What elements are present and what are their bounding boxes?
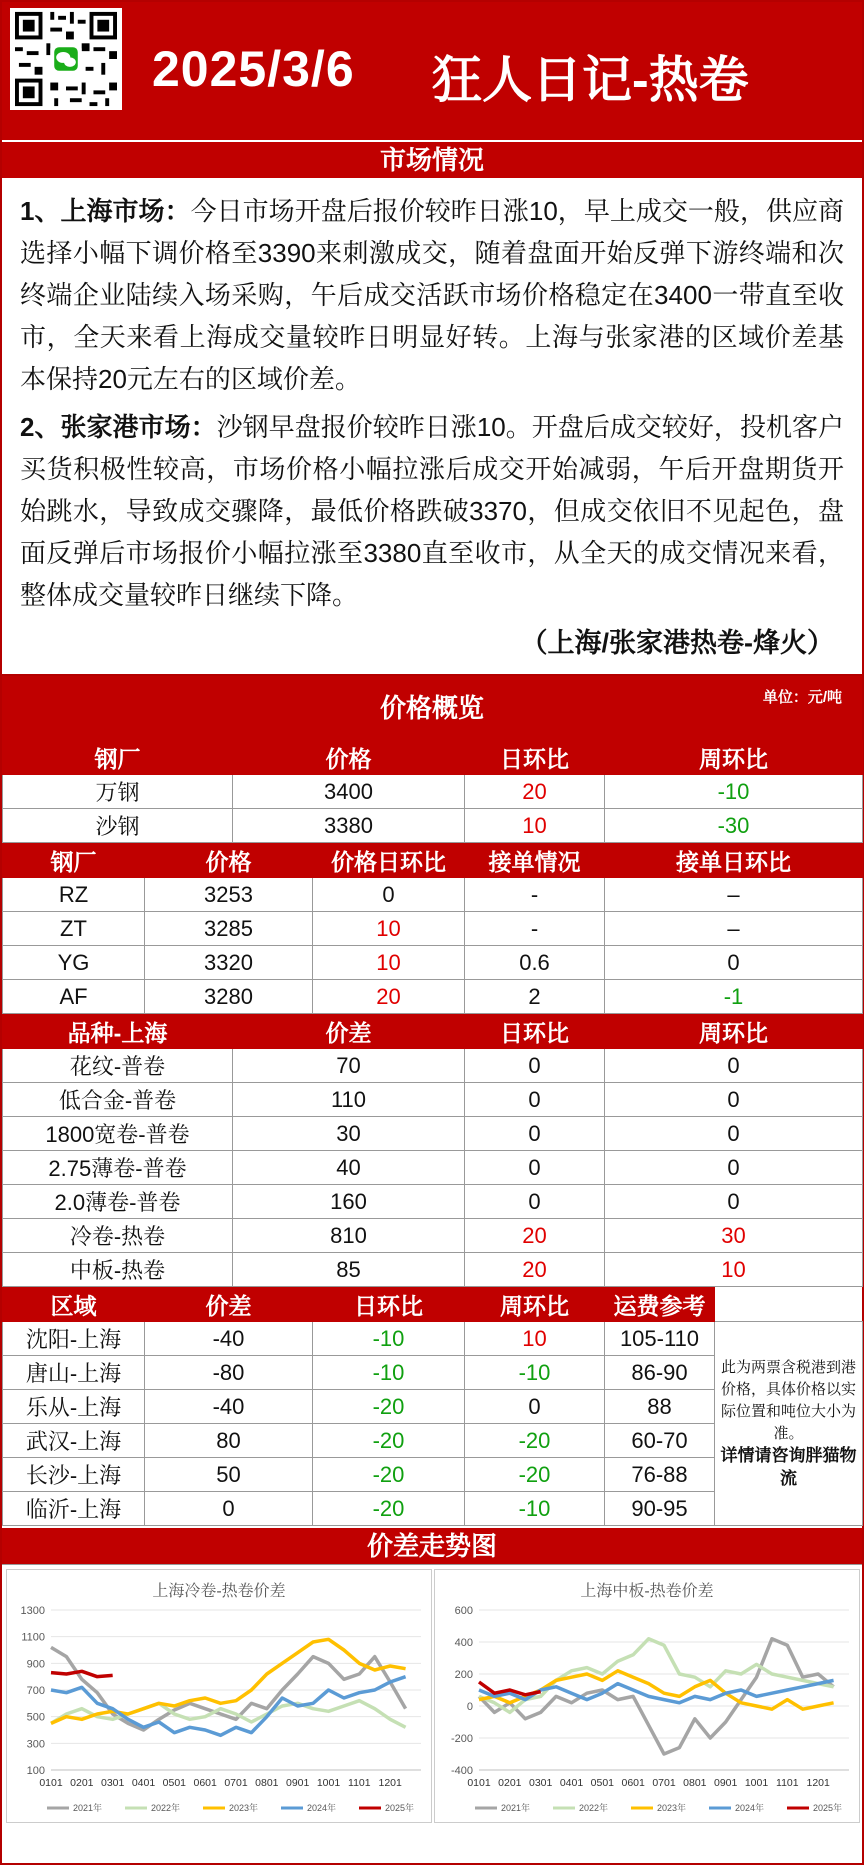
spread-cell: -40: [145, 1322, 313, 1356]
table-row: [3, 809, 863, 843]
dod-cell: 20: [465, 1253, 605, 1287]
wow-cell: -10: [465, 1356, 605, 1390]
wow-cell: 0: [605, 1049, 863, 1083]
table-row: [3, 1322, 863, 1356]
y-tick-label: 100: [26, 1765, 45, 1777]
region-spread-header-0: 区域: [3, 1288, 145, 1322]
legend-label: 2021年: [501, 1803, 531, 1813]
variety-spread-table: [2, 1014, 863, 1287]
y-tick-label: -400: [450, 1765, 473, 1777]
region-spread-header-4: 运费参考: [605, 1288, 715, 1322]
x-tick-label: 0501: [162, 1777, 187, 1789]
spread-cell: 160: [233, 1185, 465, 1219]
legend-label: 2023年: [229, 1803, 259, 1813]
dod-cell: -10: [313, 1322, 465, 1356]
y-tick-label: 700: [26, 1685, 45, 1697]
mill-orders-header-2: 价格日环比: [313, 844, 465, 878]
x-tick-label: 1201: [378, 1777, 402, 1789]
mill-cell: 沙钢: [3, 809, 233, 843]
table-row: [3, 912, 863, 946]
freight-cell: 105-110: [605, 1322, 715, 1356]
report-title: 狂人日记-热卷: [432, 52, 749, 108]
header-banner: [2, 2, 862, 140]
dod-cell: 20: [313, 980, 465, 1014]
x-tick-label: 1101: [348, 1777, 371, 1789]
spread-cell: 110: [233, 1083, 465, 1117]
freight-cell: 76-88: [605, 1458, 715, 1492]
dod-cell: 20: [465, 775, 605, 809]
variety-cell: 2.0薄卷-普卷: [3, 1185, 233, 1219]
mill-cell: RZ: [3, 878, 145, 912]
y-tick-label: 500: [26, 1711, 45, 1724]
dod-cell: 0: [313, 878, 465, 912]
dod-cell: 10: [313, 946, 465, 980]
table-row: [3, 1049, 863, 1083]
price-title: 价格概览: [379, 693, 484, 723]
variety-cell: 2.75薄卷-普卷: [3, 1151, 233, 1185]
mill-orders-header-0: 钢厂: [3, 844, 145, 878]
dod-cell: -20: [313, 1390, 465, 1424]
wow-cell: 0: [605, 1185, 863, 1219]
region-cell: 长沙-上海: [3, 1458, 145, 1492]
y-tick-label: 400: [454, 1637, 473, 1649]
y-tick-label: 900: [26, 1658, 45, 1671]
orders_dod-cell: –: [605, 878, 863, 912]
region-cell: 乐从-上海: [3, 1390, 145, 1424]
dod-cell: 10: [313, 912, 465, 946]
qr-code-graphic: [10, 8, 122, 110]
legend-label: 2022年: [151, 1803, 181, 1813]
region-spread-header-1: 价差: [145, 1288, 313, 1322]
x-tick-label: 0401: [559, 1777, 584, 1789]
price-cell: 3280: [145, 980, 313, 1014]
shanghai-text: 今日市场开盘后报价较昨日涨10，早上成交一般，供应商选择小幅下调价格至3390来刺激成交，随着盘面开始反弹下游终端和次终端企业陆续入场采购，午后成交活跃市场价格稳定在3400一带直至收市，全天来看上海成交量较昨日明显好转。上海与张家港的区域价差基本保持20元左右的区域价差。: [20, 196, 845, 394]
freight-note: [715, 1322, 863, 1526]
mill-price-header-2: 日环比: [465, 741, 605, 775]
table-row: [3, 775, 863, 809]
spread-cell: -80: [145, 1356, 313, 1390]
mill-price-header-1: 价格: [233, 741, 465, 775]
wow-cell: 0: [605, 1117, 863, 1151]
trend-section-title: 价差走势图: [2, 1526, 862, 1564]
spread-cell: 40: [233, 1151, 465, 1185]
x-tick-label: 0101: [467, 1777, 491, 1789]
legend-label: 2024年: [307, 1803, 337, 1813]
wow-cell: 10: [465, 1322, 605, 1356]
dod-cell: 20: [465, 1219, 605, 1253]
trend-charts: [2, 1564, 862, 1825]
orders_dod-cell: -1: [605, 980, 863, 1014]
x-tick-label: 0801: [255, 1777, 279, 1789]
x-tick-label: 0201: [70, 1777, 94, 1789]
orders-cell: -: [465, 912, 605, 946]
x-tick-label: 0601: [621, 1777, 645, 1789]
x-tick-label: 0901: [285, 1777, 310, 1789]
price-cell: 3400: [233, 775, 465, 809]
mill-cell: ZT: [3, 912, 145, 946]
variety-cell: 冷卷-热卷: [3, 1219, 233, 1253]
price-cell: 3253: [145, 878, 313, 912]
x-tick-label: 0301: [100, 1777, 125, 1789]
x-tick-label: 0501: [590, 1777, 615, 1789]
legend-label: 2021年: [73, 1803, 103, 1813]
spread-cell: 30: [233, 1117, 465, 1151]
y-tick-label: 200: [454, 1669, 473, 1681]
orders-cell: 0.6: [465, 946, 605, 980]
dod-cell: 0: [465, 1117, 605, 1151]
legend-label: 2022年: [579, 1803, 609, 1813]
y-tick-label: 600: [454, 1605, 473, 1617]
freight-note-text: 此为两票含税港到港价格，具体价格以实际位置和吨位大小为准。: [720, 1358, 856, 1442]
legend-label: 2024年: [735, 1803, 765, 1813]
spread-cell: 0: [145, 1492, 313, 1526]
dod-cell: -20: [313, 1424, 465, 1458]
shanghai-paragraph: [20, 190, 844, 400]
variety-cell: 低合金-普卷: [3, 1083, 233, 1117]
x-tick-label: 1101: [776, 1777, 799, 1789]
spread-cell: 80: [145, 1424, 313, 1458]
wow-cell: 0: [605, 1083, 863, 1117]
region-cell: 临沂-上海: [3, 1492, 145, 1526]
table-row: [3, 1185, 863, 1219]
table-row: [3, 878, 863, 912]
series-line-2024年: [51, 1677, 406, 1736]
y-tick-label: 1100: [21, 1631, 45, 1644]
series-line-2022年: [479, 1639, 834, 1713]
freight-contact: 详情请咨询胖猫物流: [720, 1445, 857, 1488]
table-row: [3, 1219, 863, 1253]
region-cell: 武汉-上海: [3, 1424, 145, 1458]
x-tick-label: 1001: [316, 1777, 341, 1789]
market-section-title: 市场情况: [2, 140, 862, 178]
mill-price-header-3: 周环比: [605, 741, 863, 775]
variety-cell: 1800宽卷-普卷: [3, 1117, 233, 1151]
freight-cell: 88: [605, 1390, 715, 1424]
zhangjiagang-label: 2、张家港市场：: [20, 412, 217, 442]
x-tick-label: 0201: [498, 1777, 522, 1789]
y-tick-label: -200: [450, 1733, 473, 1745]
chart-cold-hot-spread: [6, 1569, 432, 1823]
wow-cell: -10: [465, 1492, 605, 1526]
x-tick-label: 0801: [683, 1777, 707, 1789]
x-tick-label: 0701: [224, 1777, 248, 1789]
variety-cell: 中板-热卷: [3, 1253, 233, 1287]
dod-cell: 10: [465, 809, 605, 843]
orders_dod-cell: –: [605, 912, 863, 946]
dod-cell: 0: [465, 1049, 605, 1083]
orders-cell: 2: [465, 980, 605, 1014]
region-spread-header-3: 周环比: [465, 1288, 605, 1322]
x-tick-label: 1001: [744, 1777, 769, 1789]
region-cell: 沈阳-上海: [3, 1322, 145, 1356]
wow-cell: -20: [465, 1458, 605, 1492]
zhangjiagang-paragraph: [20, 406, 844, 616]
y-tick-label: 1300: [20, 1605, 45, 1617]
variety-cell: 花纹-普卷: [3, 1049, 233, 1083]
wow-cell: -10: [605, 775, 863, 809]
wow-cell: 0: [465, 1390, 605, 1424]
mill-orders-header-3: 接单情况: [465, 844, 605, 878]
dod-cell: -10: [313, 1356, 465, 1390]
y-tick-label: 0: [466, 1701, 473, 1713]
legend-label: 2025年: [385, 1803, 415, 1813]
table-row: [3, 946, 863, 980]
mill-orders-table: [2, 843, 863, 1014]
mill-orders-header-4: 接单日环比: [605, 844, 863, 878]
dod-cell: 0: [465, 1185, 605, 1219]
table-row: [3, 1253, 863, 1287]
chart-title-1: 上海冷卷-热卷价差: [152, 1583, 286, 1600]
table-row: [3, 980, 863, 1014]
qr-code: [10, 8, 122, 110]
dod-cell: -20: [313, 1458, 465, 1492]
freight-cell: 60-70: [605, 1424, 715, 1458]
variety-spread-header-0: 品种-上海: [3, 1015, 233, 1049]
spread-cell: 85: [233, 1253, 465, 1287]
dod-cell: 0: [465, 1083, 605, 1117]
spread-cell: 70: [233, 1049, 465, 1083]
price-section-title: [2, 676, 862, 740]
table-row: [3, 1117, 863, 1151]
price-cell: 3320: [145, 946, 313, 980]
region-spread-header-2: 日环比: [313, 1288, 465, 1322]
region-spread-table: [2, 1287, 863, 1526]
dod-cell: -20: [313, 1492, 465, 1526]
x-tick-label: 0401: [131, 1777, 156, 1789]
x-tick-label: 0601: [193, 1777, 217, 1789]
report-date: 2025/3/6: [152, 41, 355, 97]
region-cell: 唐山-上海: [3, 1356, 145, 1390]
x-tick-label: 0301: [528, 1777, 553, 1789]
spread-cell: 810: [233, 1219, 465, 1253]
shanghai-label: 1、上海市场：: [20, 196, 191, 226]
legend-label: 2025年: [813, 1803, 843, 1813]
spread-cell: -40: [145, 1390, 313, 1424]
variety-spread-header-1: 价差: [233, 1015, 465, 1049]
x-tick-label: 0701: [652, 1777, 676, 1789]
legend-label: 2023年: [657, 1803, 687, 1813]
freight-cell: 86-90: [605, 1356, 715, 1390]
orders_dod-cell: 0: [605, 946, 863, 980]
variety-spread-header-2: 日环比: [465, 1015, 605, 1049]
wow-cell: -30: [605, 809, 863, 843]
mill-cell: AF: [3, 980, 145, 1014]
freight-cell: 90-95: [605, 1492, 715, 1526]
market-commentary: [2, 178, 862, 676]
unit-label: 单位：元/吨: [762, 689, 842, 706]
mill-price-table: [2, 740, 863, 843]
table-row: [3, 1151, 863, 1185]
mill-cell: YG: [3, 946, 145, 980]
chart-plate-hot-spread: [434, 1569, 860, 1823]
variety-spread-header-3: 周环比: [605, 1015, 863, 1049]
orders-cell: -: [465, 878, 605, 912]
wow-cell: 30: [605, 1219, 863, 1253]
mill-price-header-0: 钢厂: [3, 741, 233, 775]
chart-svg-2: [435, 1570, 859, 1822]
author-signature: （上海/张家港热卷-烽火）: [520, 628, 834, 658]
dod-cell: 0: [465, 1151, 605, 1185]
y-tick-label: 300: [26, 1738, 45, 1751]
wow-cell: -20: [465, 1424, 605, 1458]
price-cell: 3285: [145, 912, 313, 946]
x-tick-label: 0101: [39, 1777, 63, 1789]
chart-title-2: 上海中板-热卷价差: [580, 1583, 714, 1600]
price-cell: 3380: [233, 809, 465, 843]
x-tick-label: 1201: [806, 1777, 830, 1789]
zhangjiagang-text: 沙钢早盘报价较昨日涨10。开盘后成交较好，投机客户买货积极性较高，市场价格小幅拉涨后成交开始减弱，午后开盘期货开始跳水，导致成交骤降，最低价格跌破3370，但成交依旧不见起色，盘面反弹后市场报价小幅拉涨至3380直至收市，从全天的成交情况来看，整体成交量较昨日继续下降。: [20, 412, 844, 610]
x-tick-label: 0901: [713, 1777, 738, 1789]
series-line-2025年: [51, 1671, 113, 1676]
wow-cell: 0: [605, 1151, 863, 1185]
mill-cell: 万钢: [3, 775, 233, 809]
table-row: [3, 1083, 863, 1117]
wow-cell: 10: [605, 1253, 863, 1287]
spread-cell: 50: [145, 1458, 313, 1492]
mill-orders-header-1: 价格: [145, 844, 313, 878]
chart-svg-1: [7, 1570, 431, 1822]
